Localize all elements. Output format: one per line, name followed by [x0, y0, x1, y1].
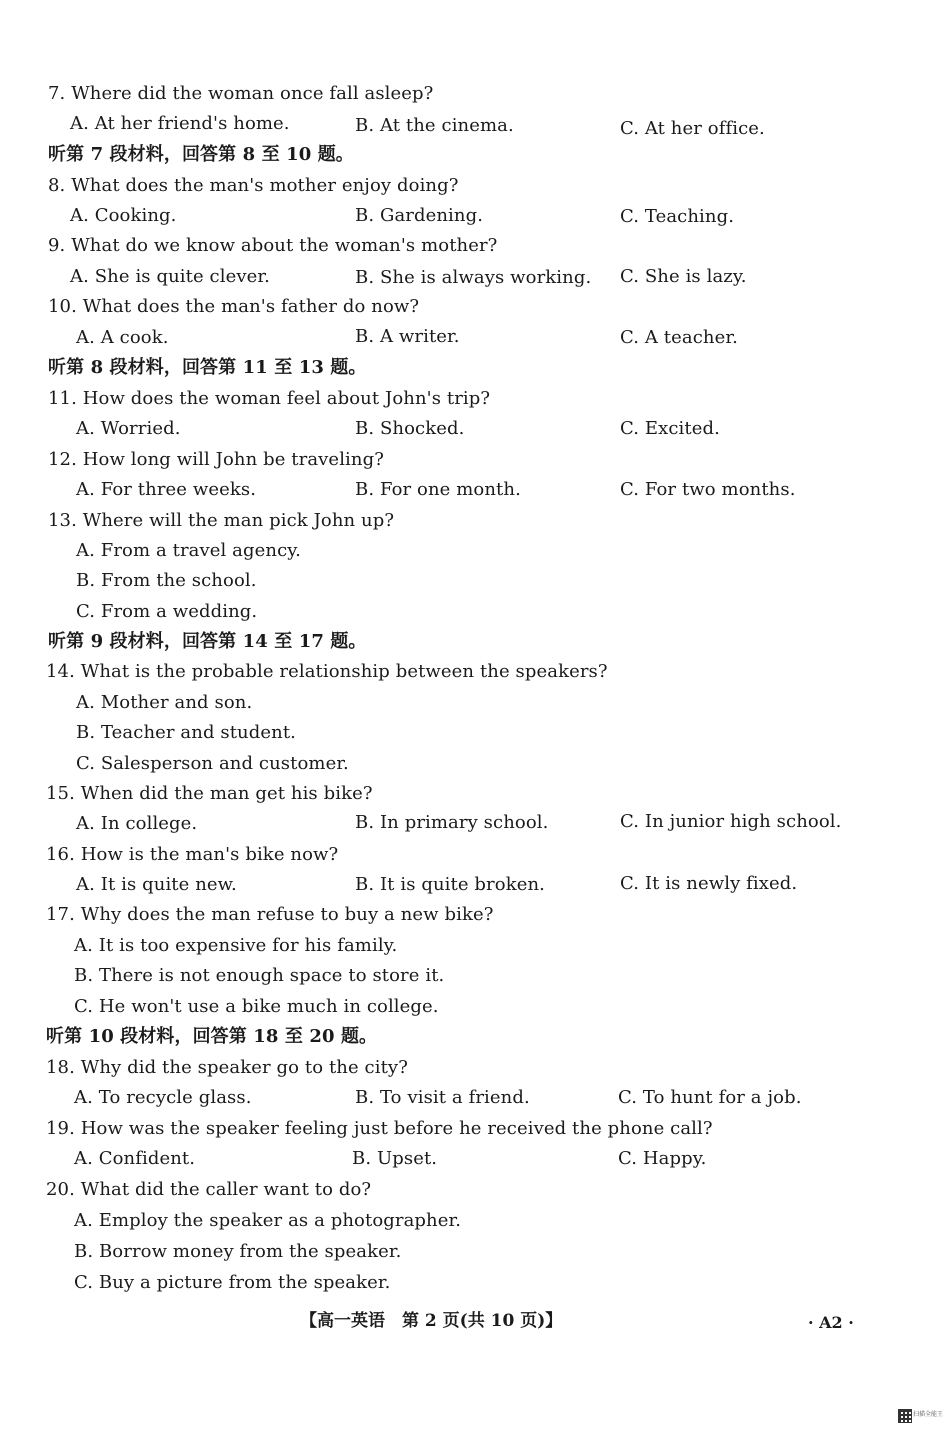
answer-option: C. Buy a picture from the speaker. — [74, 1272, 391, 1293]
answer-option: C. He won't use a bike much in college. — [74, 996, 439, 1017]
answer-option: B. Upset. — [352, 1148, 438, 1169]
page-code: · A2 · — [808, 1313, 854, 1332]
answer-option: A. For three weeks. — [76, 479, 257, 500]
answer-option: B. She is always working. — [355, 267, 592, 288]
answer-option: A. From a travel agency. — [76, 540, 301, 561]
answer-option: B. From the school. — [76, 570, 257, 591]
answer-option: B. To visit a friend. — [355, 1087, 530, 1108]
section-heading: 听第 9 段材料，回答第 14 至 17 题。 — [48, 631, 367, 652]
answer-option: A. Cooking. — [70, 205, 177, 226]
answer-option: C. It is newly fixed. — [620, 873, 798, 894]
answer-option: C. Excited. — [620, 418, 720, 439]
answer-option: C. For two months. — [620, 479, 796, 500]
scanner-watermark: 扫描全能王 — [913, 1411, 944, 1418]
answer-option: C. To hunt for a job. — [618, 1087, 802, 1108]
answer-option: B. For one month. — [355, 479, 521, 500]
answer-option: A. She is quite clever. — [70, 266, 270, 287]
answer-option: A. Worried. — [76, 418, 181, 439]
answer-option: C. Happy. — [618, 1148, 707, 1169]
qr-code-icon — [898, 1409, 912, 1423]
question-text: 15. When did the man get his bike? — [46, 783, 373, 804]
answer-option: A. Mother and son. — [76, 692, 253, 713]
answer-option: A. To recycle glass. — [74, 1087, 252, 1108]
answer-option: B. In primary school. — [355, 812, 549, 833]
question-text: 12. How long will John be traveling? — [48, 449, 384, 470]
question-text: 18. Why did the speaker go to the city? — [46, 1057, 408, 1078]
section-heading: 听第 10 段材料，回答第 18 至 20 题。 — [46, 1026, 378, 1047]
answer-option: B. It is quite broken. — [355, 874, 545, 895]
question-text: 14. What is the probable relationship between the speakers? — [46, 661, 608, 682]
section-heading: 听第 7 段材料，回答第 8 至 10 题。 — [48, 144, 354, 165]
question-text: 16. How is the man's bike now? — [46, 844, 339, 865]
answer-option: C. Salesperson and customer. — [76, 753, 349, 774]
answer-option: A. A cook. — [76, 327, 169, 348]
answer-option: A. Employ the speaker as a photographer. — [74, 1210, 462, 1231]
question-text: 9. What do we know about the woman's mother? — [48, 235, 498, 256]
question-text: 17. Why does the man refuse to buy a new bike? — [46, 904, 494, 925]
answer-option: B. Gardening. — [355, 205, 484, 226]
answer-option: C. A teacher. — [620, 327, 738, 348]
question-text: 11. How does the woman feel about John's trip? — [48, 388, 491, 409]
answer-option: C. At her office. — [620, 118, 765, 139]
answer-option: B. A writer. — [355, 326, 460, 347]
answer-option: C. Teaching. — [620, 206, 735, 227]
answer-option: A. Confident. — [74, 1148, 196, 1169]
answer-option: C. She is lazy. — [620, 266, 747, 287]
question-text: 10. What does the man's father do now? — [48, 296, 420, 317]
answer-option: B. Borrow money from the speaker. — [74, 1241, 402, 1262]
answer-option: B. Teacher and student. — [76, 722, 296, 743]
question-text: 13. Where will the man pick John up? — [48, 510, 395, 531]
answer-option: C. In junior high school. — [620, 811, 842, 832]
answer-option: A. In college. — [76, 813, 198, 834]
question-text: 20. What did the caller want to do? — [46, 1179, 372, 1200]
answer-option: A. It is too expensive for his family. — [74, 935, 398, 956]
answer-option: B. Shocked. — [355, 418, 465, 439]
question-text: 19. How was the speaker feeling just before he received the phone call? — [46, 1118, 713, 1139]
answer-option: B. There is not enough space to store it. — [74, 965, 445, 986]
question-text: 7. Where did the woman once fall asleep? — [48, 83, 434, 104]
page-footer: 【高一英语 第 2 页(共 10 页)】 — [300, 1311, 563, 1331]
answer-option: A. At her friend's home. — [70, 113, 290, 134]
answer-option: A. It is quite new. — [76, 874, 237, 895]
question-text: 8. What does the man's mother enjoy doing? — [48, 175, 459, 196]
answer-option: C. From a wedding. — [76, 601, 258, 622]
section-heading: 听第 8 段材料，回答第 11 至 13 题。 — [48, 357, 367, 378]
answer-option: B. At the cinema. — [355, 115, 514, 136]
